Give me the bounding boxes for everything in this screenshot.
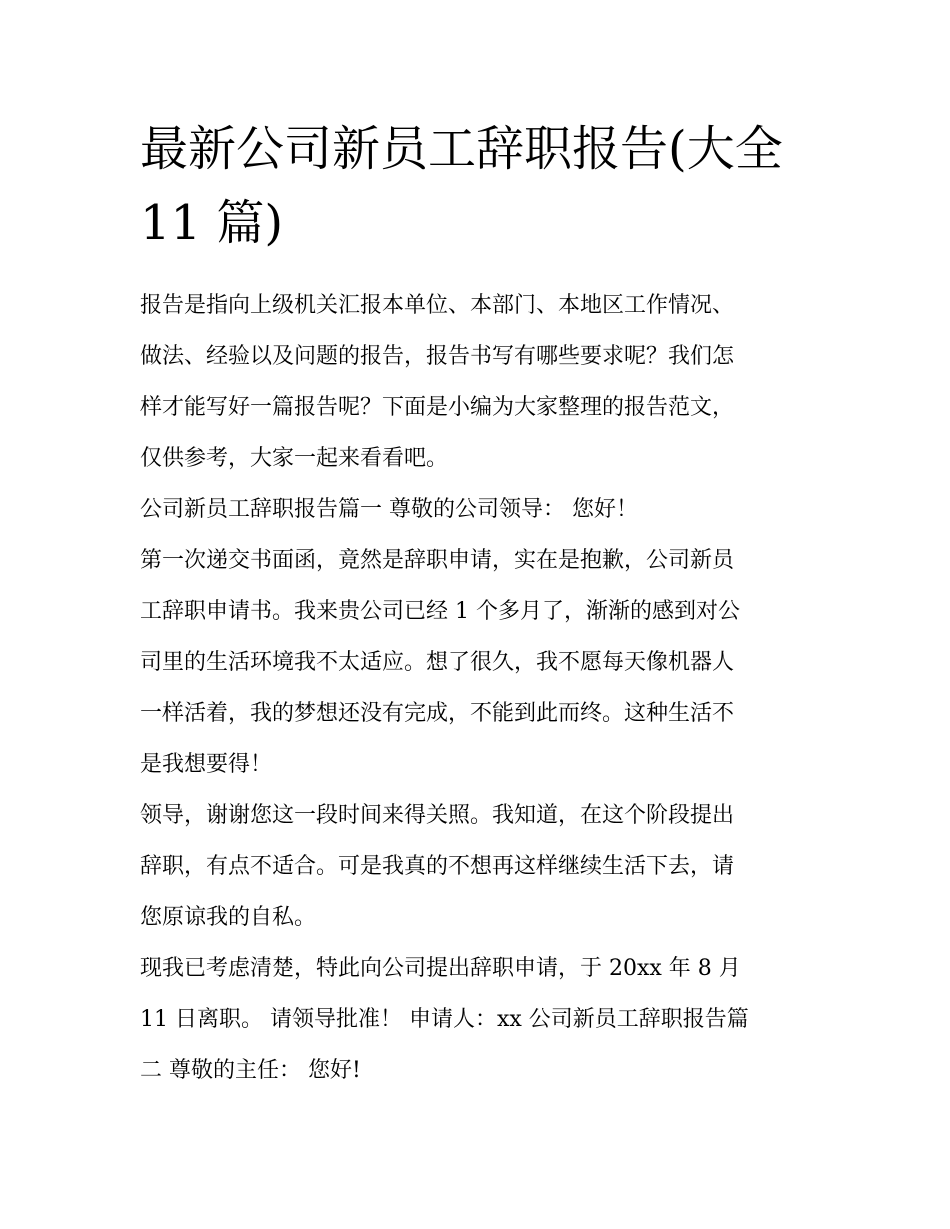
text-line: 公司新员工辞职报告篇一 尊敬的公司领导： 您好！: [140, 497, 638, 522]
document-title: [140, 112, 812, 260]
title-line: 最新公司新员工辞职报告(大全: [140, 121, 783, 177]
text-line: 工辞职申请书。我来贵公司已经 1 个多月了，渐渐的感到对公: [140, 599, 740, 624]
text-line: 您原谅我的自私。: [140, 905, 317, 930]
body-paragraph: [140, 535, 812, 790]
document-content: [140, 112, 812, 1096]
text-line: 样才能写好一篇报告呢？下面是小编为大家整理的报告范文，: [140, 395, 735, 420]
text-line: 领导，谢谢您这一段时间来得关照。我知道，在这个阶段提出: [140, 803, 735, 828]
text-line: 现我已考虑清楚，特此向公司提出辞职申请，于 20xx 年 8 月: [140, 956, 741, 981]
title-line: 11 篇): [140, 195, 284, 251]
text-line: 二 尊敬的主任： 您好!: [140, 1058, 361, 1083]
text-line: 第一次递交书面函，竟然是辞职申请，实在是抱歉，公司新员: [140, 548, 735, 573]
body-paragraph: [140, 943, 812, 1096]
text-line: 司里的生活环境我不太适应。想了很久，我不愿每天像机器人: [140, 650, 735, 675]
document-body: [140, 280, 812, 1096]
text-line: 仅供参考，大家一起来看看吧。: [140, 446, 449, 471]
body-paragraph: [140, 790, 812, 943]
text-line: 11 日离职。 请领导批准！ 申请人：xx 公司新员工辞职报告篇: [140, 1007, 749, 1032]
text-line: 一样活着，我的梦想还没有完成，不能到此而终。这种生活不: [140, 701, 735, 726]
text-line: 辞职，有点不适合。可是我真的不想再这样继续生活下去，请: [140, 854, 735, 879]
section-heading-paragraph: [140, 484, 812, 535]
intro-paragraph: [140, 280, 812, 484]
text-line: 做法、经验以及问题的报告，报告书写有哪些要求呢？我们怎: [140, 344, 735, 369]
text-line: 报告是指向上级机关汇报本单位、本部门、本地区工作情况、: [140, 293, 735, 318]
text-line: 是我想要得！: [140, 752, 273, 777]
